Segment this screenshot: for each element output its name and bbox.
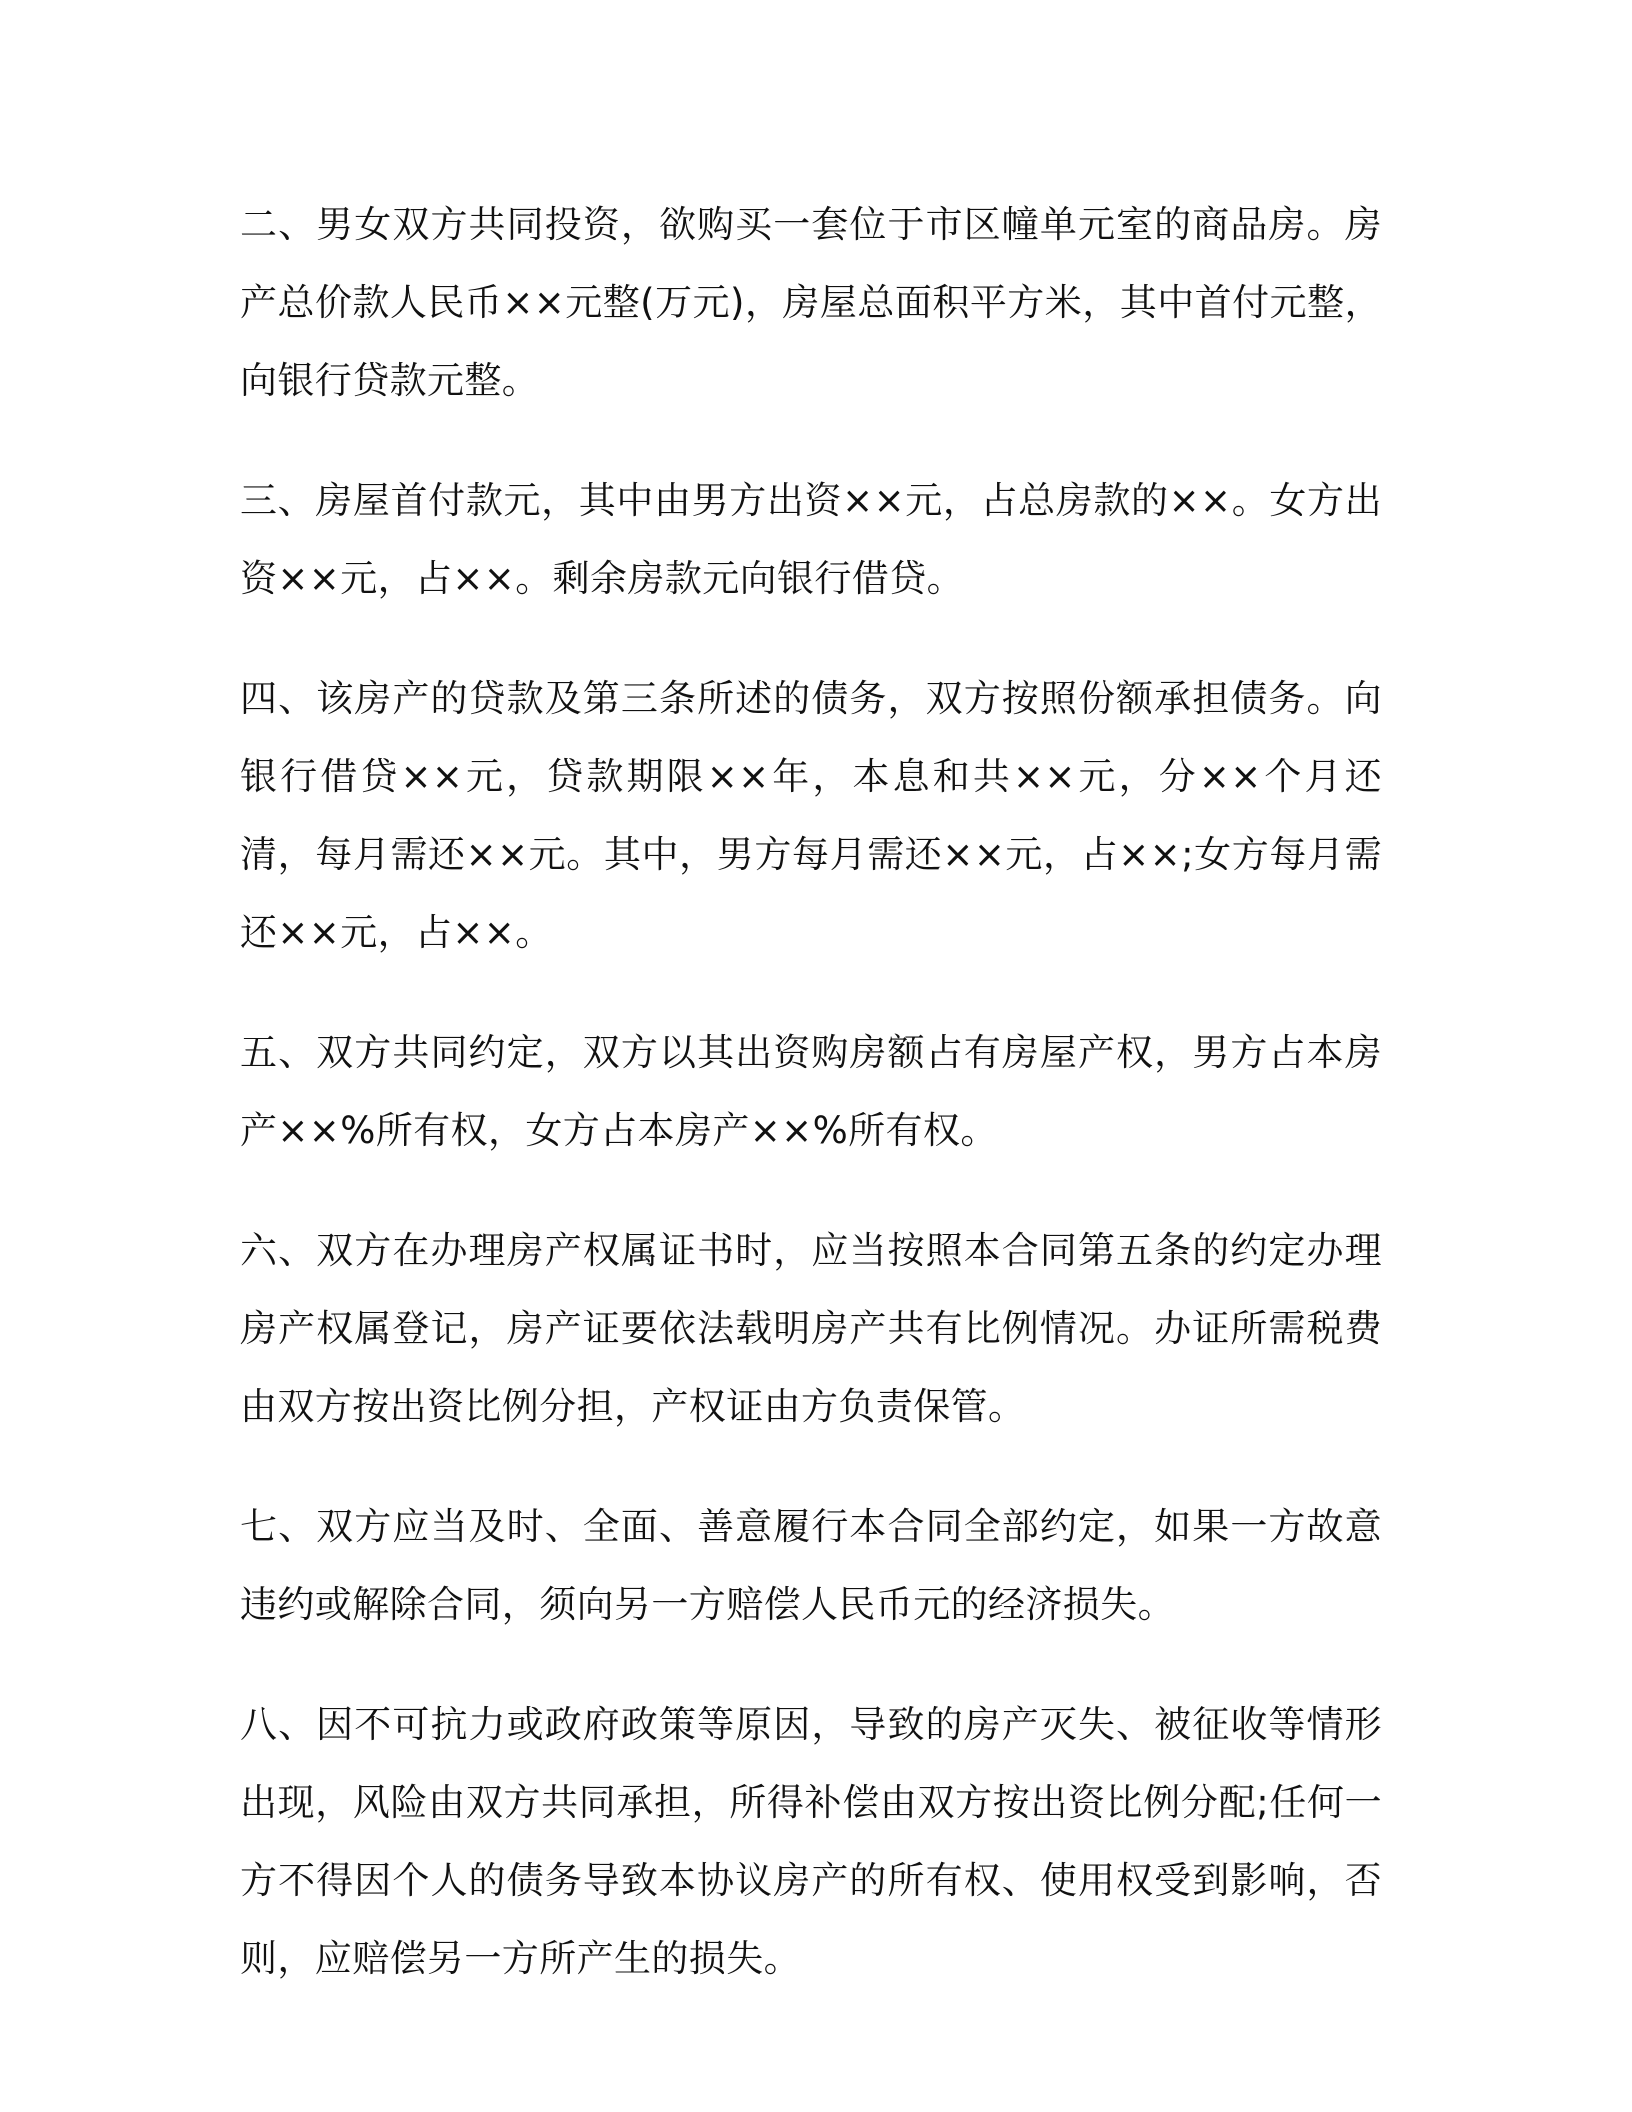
clause-5: 五、双方共同约定，双方以其出资购房额占有房屋产权，男方占本房产××%所有权，女方占本房产××%所有权。 bbox=[240, 1031, 1382, 1152]
clause-8: 八、因不可抗力或政府政策等原因，导致的房产灭失、被征收等情形出现，风险由双方共同承担，所得补偿由双方按出资比例分配;任何一方不得因个人的债务导致本协议房产的所有权、使用权受到影响，否则，应赔偿另一方所产生的损失。 bbox=[240, 1703, 1382, 1980]
clause-4: 四、该房产的贷款及第三条所述的债务，双方按照份额承担债务。向银行借贷××元，贷款期限××年，本息和共××元，分××个月还清，每月需还××元。其中，男方每月需还××元，占××;女方每月需还××元，占××。 bbox=[240, 677, 1382, 954]
clause-7: 七、双方应当及时、全面、善意履行本合同全部约定，如果一方故意违约或解除合同，须向另一方赔偿人民币元的经济损失。 bbox=[240, 1505, 1382, 1626]
clause-2: 二、男女双方共同投资，欲购买一套位于市区幢单元室的商品房。房产总价款人民币××元整(万元)，房屋总面积平方米，其中首付元整，向银行贷款元整。 bbox=[240, 203, 1382, 402]
document-body bbox=[240, 186, 1382, 2040]
clause-3: 三、房屋首付款元，其中由男方出资××元，占总房款的××。女方出资××元，占××。剩余房款元向银行借贷。 bbox=[240, 479, 1382, 600]
clause-6: 六、双方在办理房产权属证书时，应当按照本合同第五条的约定办理房产权属登记，房产证要依法载明房产共有比例情况。办证所需税费由双方按出资比例分担，产权证由方负责保管。 bbox=[240, 1229, 1382, 1428]
